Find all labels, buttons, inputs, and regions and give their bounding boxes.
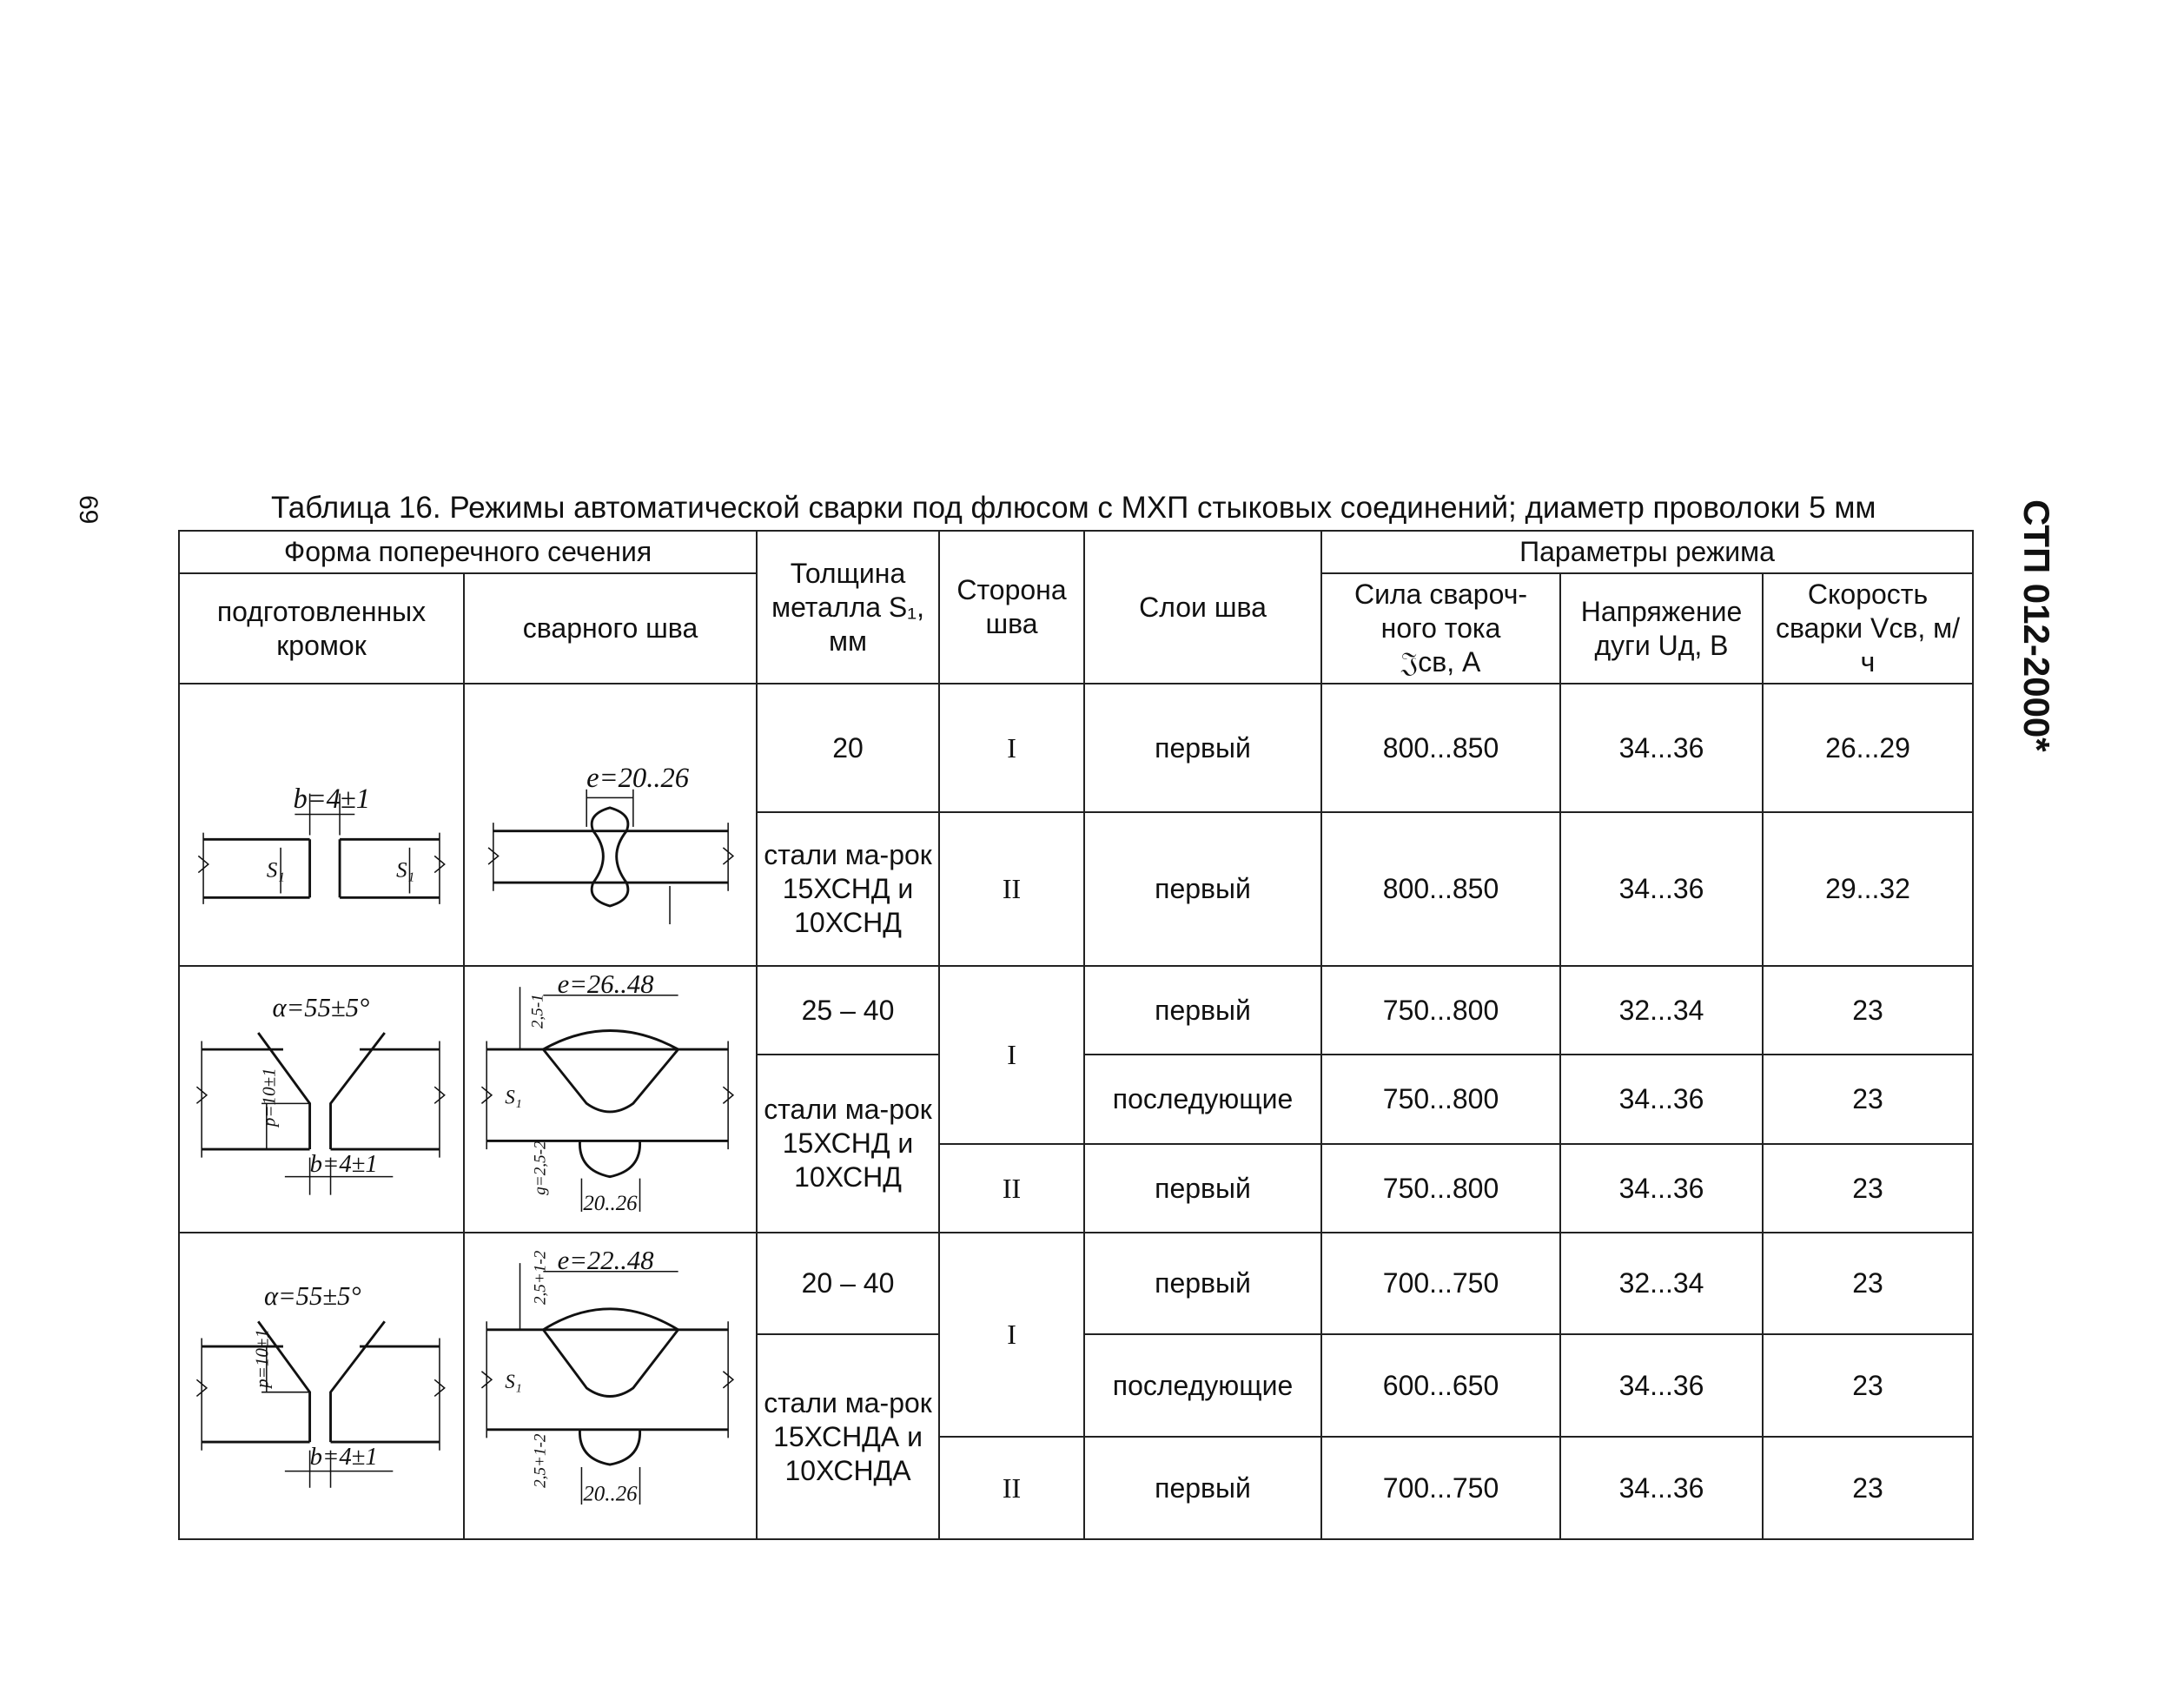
weld-1-width-label: e=20..26 [586,763,690,795]
edges-1-s1-label: S₁ [266,858,285,883]
g3-r2-current: 600...650 [1321,1334,1560,1437]
g1-r2-side: II [939,812,1084,966]
g2-r2-layer: последующие [1084,1055,1321,1144]
g1-steel: стали ма-рок 15ХСНД и 10ХСНД [757,812,939,966]
weld-sketch-2 [464,966,757,1233]
weld-3-s1-label: S₁ [505,1371,522,1393]
header-voltage: Напряжение дуги Uд, В [1560,573,1763,684]
weld-2-reinf-bottom-label: g=2,5-2 [531,1141,550,1195]
g2-r3-voltage: 34...36 [1560,1144,1763,1233]
g2-side-a: I [939,966,1084,1144]
edges-2-root-label: p=10±1 [258,1068,280,1127]
header-side: Сторона шва [939,531,1084,684]
header-layers: Слои шва [1084,531,1321,684]
g3-r1-speed: 23 [1763,1233,1973,1334]
header-params-group: Параметры режима [1321,531,1973,573]
page-number: 69 [74,495,103,525]
g1-r1-speed: 26...29 [1763,684,1973,812]
g2-r2-speed: 23 [1763,1055,1973,1144]
g2-r3-side: II [939,1144,1084,1233]
header-form-group: Форма поперечного сечения [179,531,757,573]
g2-r1-current: 750...800 [1321,966,1560,1055]
g3-r2-layer: последующие [1084,1334,1321,1437]
edges-3-gap-label: b=4±1 [309,1443,378,1471]
weld-3-reinf-bottom-label: 2,5+1-2 [531,1433,550,1489]
edges-sketch-2-drawing [185,970,458,1228]
g1-r2-current: 800...850 [1321,812,1560,966]
header-weld: сварного шва [464,573,757,684]
weld-2-width-label: e=26..48 [557,970,654,1000]
weld-sketch-3-drawing [470,1237,751,1535]
edges-2-gap-label: b=4±1 [309,1149,378,1178]
g2-r2-voltage: 34...36 [1560,1055,1763,1144]
g3-r2-speed: 23 [1763,1334,1973,1437]
table-caption: Таблица 16. Режимы автоматической сварки под флюсом с МХП стыковых соединений; диаметр проволоки 5 мм [271,491,1876,525]
edges-3-angle-label: α=55±5° [263,1281,361,1312]
g1-r1-side: I [939,684,1084,812]
g3-r1-voltage: 32...34 [1560,1233,1763,1334]
header-thickness: Толщина металла S₁, мм [757,531,939,684]
g1-r2-voltage: 34...36 [1560,812,1763,966]
g2-r2-current: 750...800 [1321,1055,1560,1144]
weld-2-s1-label: S₁ [505,1086,522,1108]
g2-r1-layer: первый [1084,966,1321,1055]
weld-2-reinf-top-label: 2,5-1 [528,994,547,1029]
weld-sketch-1 [464,684,757,966]
g1-thickness: 20 [757,684,939,812]
g2-r3-current: 750...800 [1321,1144,1560,1233]
header-current [1321,573,1560,684]
header-speed: Скорость сварки Vсв, м/ч [1763,573,1973,684]
g3-r3-current: 700...750 [1321,1437,1560,1539]
g3-r3-speed: 23 [1763,1437,1973,1539]
g1-r2-layer: первый [1084,812,1321,966]
g3-thickness: 20 – 40 [757,1233,939,1334]
welding-regime-table [178,530,1974,1540]
edges-sketch-3 [179,1233,464,1539]
document-code: СТП 012-2000* [2016,499,2057,752]
weld-3-reinf-top-label: 2,5+1-2 [531,1250,550,1306]
edges-1-gap-label: b=4±1 [293,784,371,815]
g3-r1-layer: первый [1084,1233,1321,1334]
g3-steel: стали ма-рок 15ХСНДА и 10ХСНДА [757,1334,939,1539]
g3-r2-voltage: 34...36 [1560,1334,1763,1437]
weld-sketch-3 [464,1233,757,1539]
edges-sketch-1-drawing [185,688,458,962]
edges-3-root-label: p=10±1 [251,1329,273,1389]
edges-sketch-2 [179,966,464,1233]
g2-steel: стали ма-рок 15ХСНД и 10ХСНД [757,1055,939,1233]
g3-r3-voltage: 34...36 [1560,1437,1763,1539]
g1-r2-speed: 29...32 [1763,812,1973,966]
g2-r1-speed: 23 [1763,966,1973,1055]
g2-thickness: 25 – 40 [757,966,939,1055]
g2-r3-layer: первый [1084,1144,1321,1233]
weld-3-root-width-label: 20..26 [583,1482,638,1506]
header-current-symbol: 𝔍св, А [1400,646,1481,678]
edges-1-s1-label-right: S₁ [396,858,415,883]
g1-r1-current: 800...850 [1321,684,1560,812]
weld-sketch-1-drawing [470,688,751,962]
g3-side-a: I [939,1233,1084,1437]
g2-r1-voltage: 32...34 [1560,966,1763,1055]
weld-3-width-label: e=22..48 [557,1246,654,1276]
g3-r1-current: 700...750 [1321,1233,1560,1334]
g1-r1-voltage: 34...36 [1560,684,1763,812]
weld-2-root-width-label: 20..26 [583,1192,638,1216]
g3-r3-layer: первый [1084,1437,1321,1539]
edges-2-angle-label: α=55±5° [272,992,370,1022]
edges-sketch-3-drawing [185,1237,458,1535]
header-current-label: Сила свароч-ного тока [1354,579,1528,645]
header-prepared-edges: подготовленных кромок [179,573,464,684]
weld-sketch-2-drawing [470,970,751,1228]
g2-r3-speed: 23 [1763,1144,1973,1233]
g3-r3-side: II [939,1437,1084,1539]
edges-sketch-1 [179,684,464,966]
g1-r1-layer: первый [1084,684,1321,812]
